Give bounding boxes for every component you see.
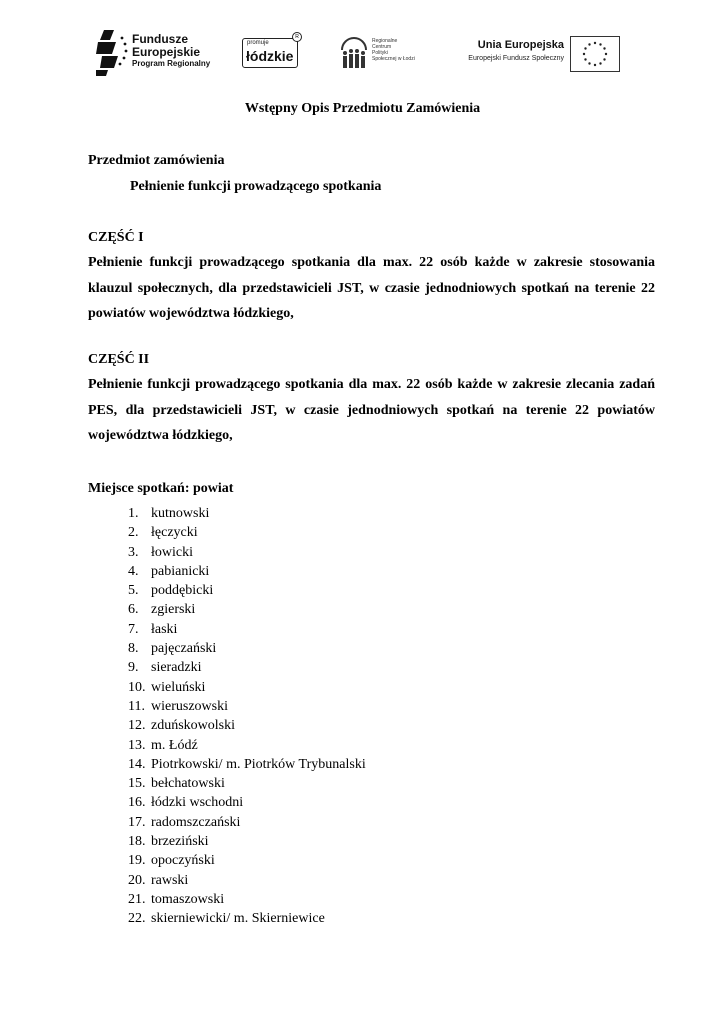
- unia-europejska-logo: [450, 36, 620, 72]
- list-item-name: zgierski: [151, 602, 196, 618]
- list-item: [128, 774, 366, 793]
- list-item: [128, 678, 366, 697]
- list-item: [128, 755, 366, 774]
- list-item-number: 22.: [128, 911, 146, 927]
- list-item-number: 15.: [128, 776, 146, 792]
- list-item-name: radomszczański: [151, 814, 241, 830]
- list-item: [128, 523, 366, 542]
- list-item: [128, 871, 366, 890]
- list-item: [128, 716, 366, 735]
- list-item-name: brzeziński: [151, 834, 209, 850]
- list-item: [128, 543, 366, 562]
- lodzkie-logo-frame: [242, 38, 298, 68]
- list-item: [128, 658, 366, 677]
- list-item-name: poddębicki: [151, 583, 214, 599]
- list-item-number: 4.: [128, 563, 139, 579]
- list-item: [128, 600, 366, 619]
- fe-logo-line1: Fundusze: [132, 32, 188, 46]
- part1-heading: CZĘŚĆ I: [88, 230, 144, 245]
- list-item: [128, 813, 366, 832]
- eu-flag-icon: [570, 36, 620, 72]
- part2-text: Pełnienie funkcji prowadzącego spotkania dla max. 22 osób każde w zakresie zlecania zadań PES, dla przedstawicieli JST, w czasie jednodniowych spotkań na terenie 22 powiatów województwa łódzkiego,: [88, 377, 655, 443]
- list-item-number: 11.: [128, 698, 145, 714]
- subject-heading: Przedmiot zamówienia: [88, 153, 225, 168]
- list-item-number: 8.: [128, 641, 139, 657]
- list-item-name: kutnowski: [151, 506, 210, 521]
- list-item-number: 10.: [128, 679, 146, 695]
- list-item-name: łęczycki: [151, 525, 198, 541]
- list-item: [128, 736, 366, 755]
- list-item-number: 5.: [128, 583, 139, 599]
- list-item-number: 12.: [128, 718, 146, 734]
- rcps-logo: [338, 36, 422, 72]
- fundusze-europejskie-logo: [96, 28, 216, 76]
- rcps-people-icon: [338, 36, 370, 70]
- subject-text: Pełnienie funkcji prowadzącego spotkania: [130, 179, 382, 194]
- rcps-logo-line1: Regionalne: [372, 38, 398, 44]
- list-item-number: 7.: [128, 621, 139, 637]
- list-item-number: 18.: [128, 834, 146, 850]
- list-item-number: 6.: [128, 602, 139, 618]
- lodzkie-logo-small-text: promuje: [247, 40, 269, 46]
- locations-list: [128, 504, 366, 929]
- part2-heading: CZĘŚĆ II: [88, 352, 150, 367]
- list-item-name: łódzki wschodni: [151, 795, 244, 811]
- list-item-number: 21.: [128, 891, 146, 907]
- list-item-name: tomaszowski: [151, 891, 225, 907]
- list-item: [128, 504, 366, 523]
- list-item-name: łaski: [151, 621, 178, 637]
- list-item: [128, 562, 366, 581]
- fe-logo-line2: Europejskie: [132, 44, 201, 59]
- list-item: [128, 851, 366, 870]
- registered-mark-icon: R: [292, 32, 302, 42]
- ue-logo-subtitle: Europejski Fundusz Społeczny: [468, 55, 564, 62]
- logo-bar: [0, 28, 725, 78]
- list-item-name: łowicki: [151, 544, 193, 560]
- list-item: [128, 890, 366, 909]
- list-item-name: pajęczański: [151, 641, 217, 657]
- fe-logo-line3: Program Regionalny: [132, 59, 211, 69]
- list-item-number: 14.: [128, 756, 146, 772]
- list-item-name: wieruszowski: [151, 698, 228, 714]
- list-item-name: opoczyński: [151, 853, 215, 869]
- list-item-name: m. Łódź: [151, 737, 198, 753]
- list-item: [128, 793, 366, 812]
- list-item: [128, 620, 366, 639]
- list-item-name: zduńskowolski: [151, 718, 235, 734]
- list-item: [128, 832, 366, 851]
- list-item: [128, 909, 366, 928]
- list-item: [128, 581, 366, 600]
- list-item-name: Piotrkowski/ m. Piotrków Trybunalski: [151, 756, 366, 772]
- rcps-logo-line2: Centrum: [372, 44, 392, 50]
- list-item-number: 3.: [128, 544, 139, 560]
- list-item-name: bełchatowski: [151, 776, 225, 792]
- list-item-name: rawski: [151, 872, 189, 888]
- ue-logo-title: Unia Europejska: [477, 39, 564, 51]
- rcps-logo-line4: Społecznej w Łodzi: [372, 56, 415, 62]
- promuje-lodzkie-logo: [242, 36, 304, 70]
- list-item-name: pabianicki: [151, 563, 210, 579]
- locations-heading: Miejsce spotkań: powiat: [88, 481, 234, 496]
- list-item-number: 13.: [128, 737, 146, 753]
- list-item-number: 16.: [128, 795, 146, 811]
- document-title: Wstępny Opis Przedmiotu Zamówienia: [244, 101, 481, 116]
- fundusze-europejskie-emblem-icon: [96, 28, 130, 76]
- lodzkie-logo-big-text: łódzkie: [246, 48, 294, 64]
- list-item: [128, 697, 366, 716]
- rcps-logo-line3: Polityki: [372, 50, 388, 56]
- list-item-name: skierniewicki/ m. Skierniewice: [151, 911, 325, 927]
- list-item-number: 1.: [128, 506, 139, 521]
- list-item-number: 20.: [128, 872, 146, 888]
- list-item: [128, 639, 366, 658]
- list-item-name: sieradzki: [151, 660, 202, 676]
- list-item-number: 19.: [128, 853, 146, 869]
- list-item-name: wieluński: [151, 679, 206, 695]
- list-item-number: 2.: [128, 525, 139, 541]
- list-item-number: 9.: [128, 660, 139, 676]
- list-item-number: 17.: [128, 814, 146, 830]
- part1-text: Pełnienie funkcji prowadzącego spotkania dla max. 22 osób każde w zakresie stosowania klauzul społecznych, dla przedstawicieli JST, w czasie jednodniowych spotkań na terenie 22 powiatów województwa łódzkiego,: [88, 255, 655, 321]
